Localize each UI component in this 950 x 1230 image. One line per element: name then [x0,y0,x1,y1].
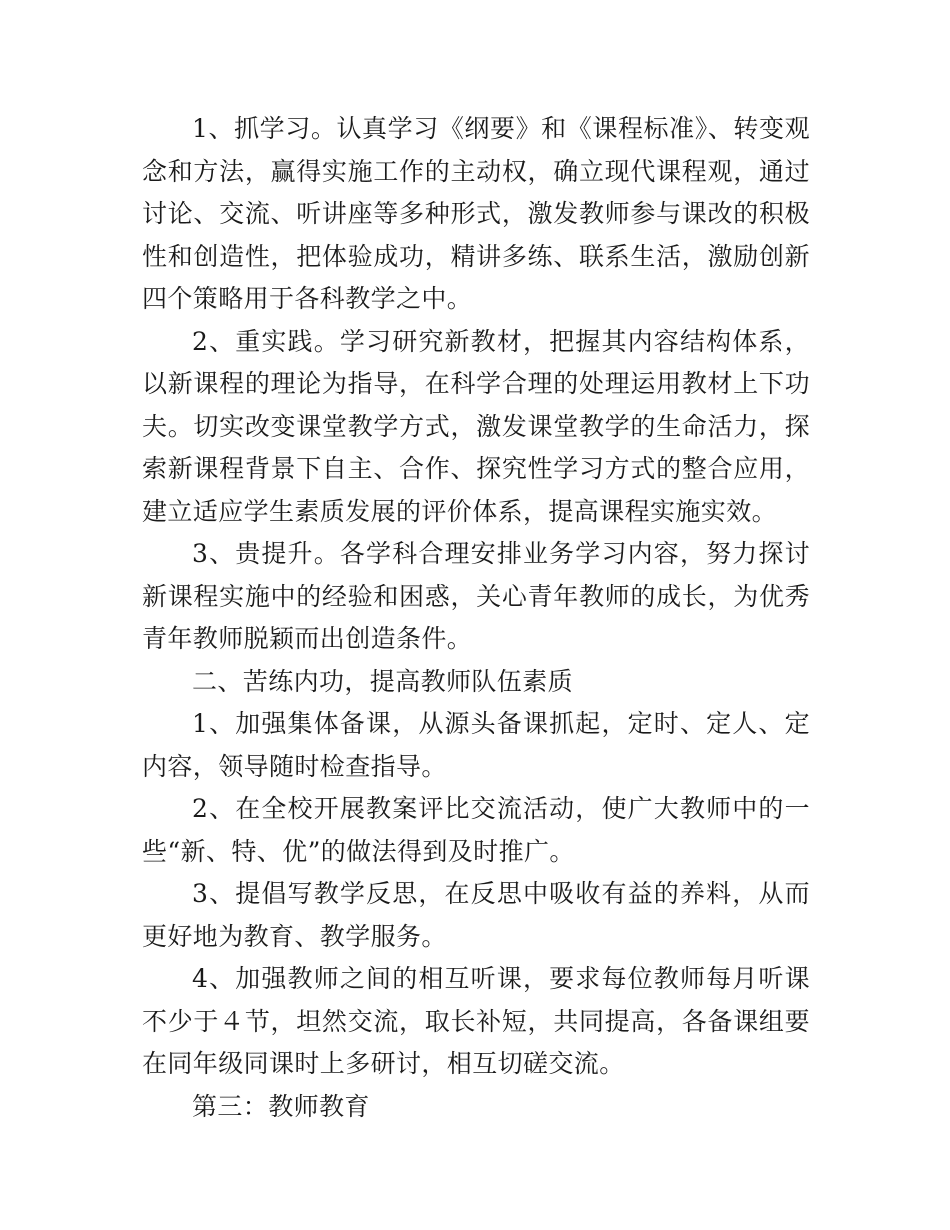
paragraph-5: 2、在全校开展教案评比交流活动，使广大教师中的一些“新、特、优”的做法得到及时推广。 [142,794,810,866]
document-page [142,108,810,1128]
paragraph-7: 4、加强教师之间的相互听课，要求每位教师每月听课不少于４节，坦然交流，取长补短，共同提高，各备课组要在同年级同课时上多研讨，相互切磋交流。 [142,964,810,1078]
paragraph-2: 2、重实践。学习研究新教材，把握其内容结构体系，以新课程的理论为指导，在科学合理的处理运用教材上下功夫。切实改变课堂教学方式，激发课堂教学的生命活力，探索新课程背景下自主、合作、探究性学习方式的整合应用，建立适应学生素质发展的评价体系，提高课程实施实效。 [142,326,810,526]
paragraph-3: 3、贵提升。各学科合理安排业务学习内容，努力探讨新课程实施中的经验和困惑，关心青年教师的成长，为优秀青年教师脱颖而出创造条件。 [142,539,810,653]
paragraph-6: 3、提倡写教学反思，在反思中吸收有益的养料，从而更好地为教育、教学服务。 [142,879,810,951]
section-heading-3: 第三：教师教育 [192,1091,370,1121]
section-heading: 二、苦练内功，提高教师队伍素质 [192,666,574,696]
paragraph-4: 1、加强集体备课，从源头备课抓起，定时、定人、定内容，领导随时检查指导。 [142,709,810,781]
paragraph-1: 1、抓学习。认真学习《纲要》和《课程标准》、转变观念和方法，赢得实施工作的主动权，确立现代课程观，通过讨论、交流、听讲座等多种形式，激发教师参与课改的积极性和创造性，把体验成功，精讲多练、联系生活，激励创新四个策略用于各科教学之中。 [142,114,810,313]
